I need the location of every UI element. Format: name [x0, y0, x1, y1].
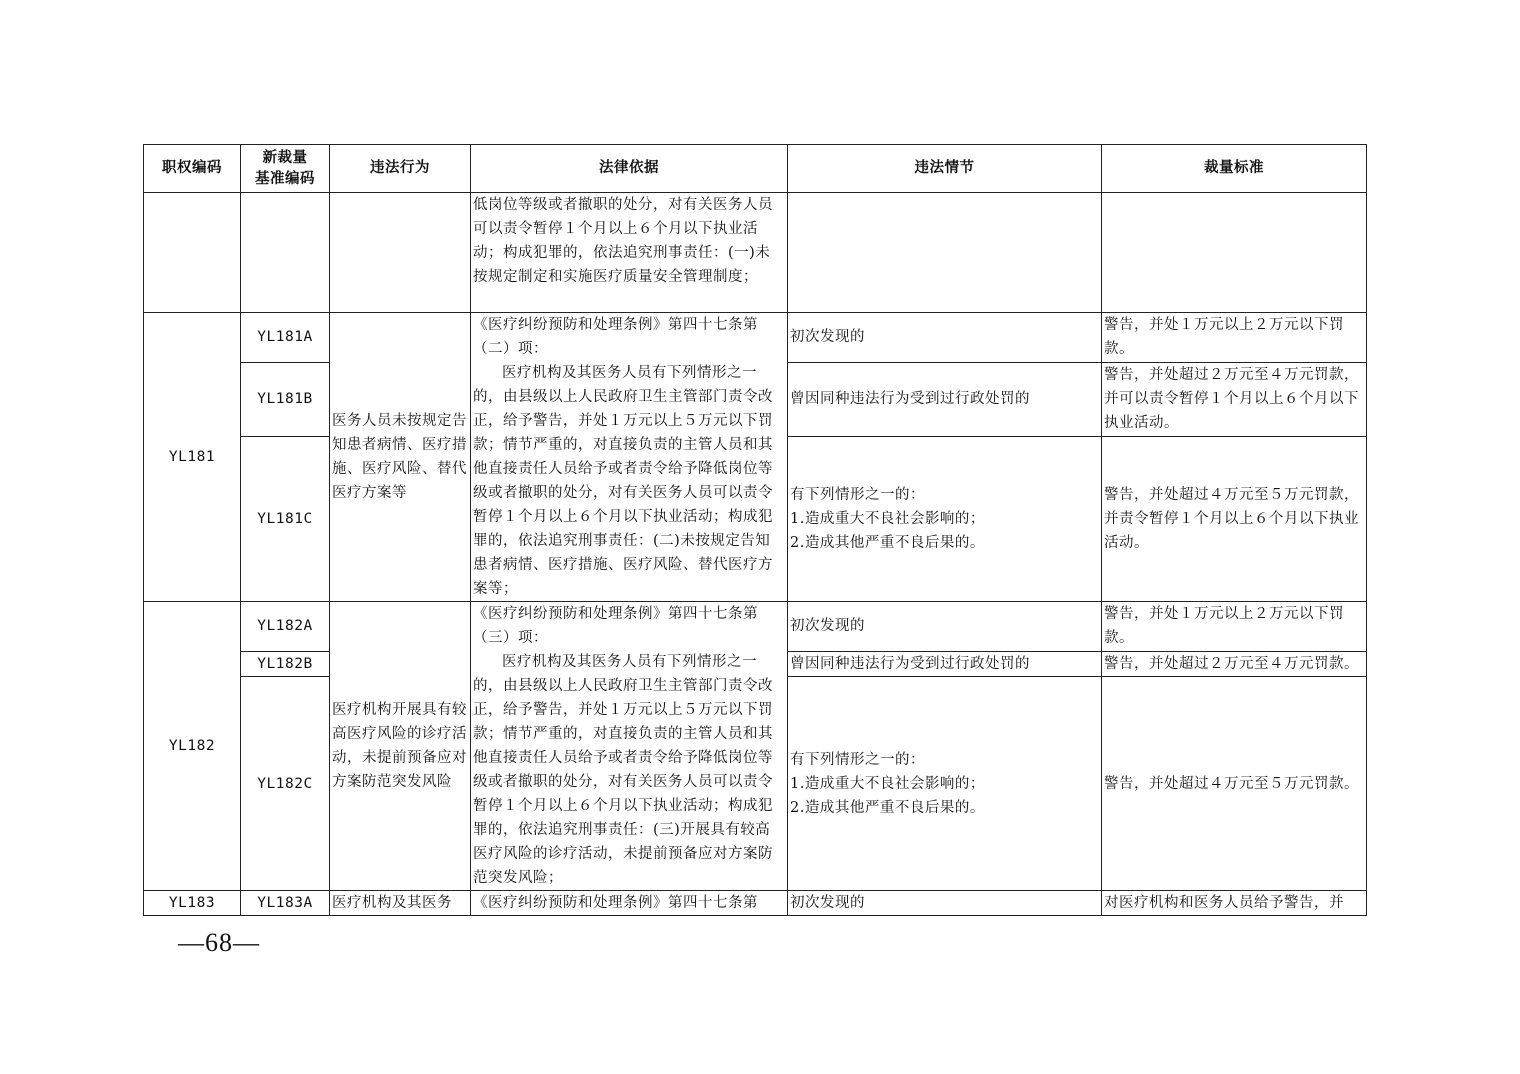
circumstance-cell: 初次发现的	[788, 891, 1102, 916]
new-code-cell: YL181A	[241, 313, 330, 363]
circumstance-cell: 曾因同种违法行为受到过行政处罚的	[788, 362, 1102, 436]
new-code-cell: YL182C	[241, 677, 330, 891]
circumstance-line: 1.造成重大不良社会影响的；	[790, 775, 985, 792]
standard-cell: 警告，并处超过４万元至５万元罚款。	[1102, 677, 1367, 891]
cell-empty	[330, 193, 471, 313]
circumstance-cell: 初次发现的	[788, 602, 1102, 652]
legal-basis-cell	[471, 313, 788, 602]
circumstance-cell	[788, 677, 1102, 891]
new-code-cell: YL182B	[241, 651, 330, 676]
header-legal-basis: 法律依据	[471, 145, 788, 193]
circumstance-line: 1.造成重大不良社会影响的；	[790, 510, 985, 527]
table-row	[144, 193, 1367, 313]
violation-cell: 医务人员未按规定告知患者病情、医疗措施、医疗风险、替代医疗方案等	[330, 313, 471, 602]
legal-basis-cell	[471, 602, 788, 891]
power-code-cell: YL181	[144, 313, 241, 602]
standard-cell: 警告，并处１万元以上２万元以下罚款。	[1102, 602, 1367, 652]
discretion-standard-table	[143, 144, 1367, 916]
legal-basis-title: 《医疗纠纷预防和处理条例》第四十七条第（二）项：	[473, 317, 758, 357]
power-code-cell: YL183	[144, 891, 241, 916]
legal-basis-body: 医疗机构及其医务人员有下列情形之一的，由县级以上人民政府卫生主管部门责令改正，给予警告，并处１万元以上５万元以下罚款；情节严重的，对直接负责的主管人员和其他直接责任人员给予或者责令给予降低岗位等级或者撤职的处分，对有关医务人员可以责令暂停１个月以上６个月以下执业活动；构成犯罪的，依法追究刑事责任：(三)开展具有较高医疗风险的诊疗活动，未提前预备应对方案防范突发风险；	[473, 654, 773, 886]
legal-basis-title: 《医疗纠纷预防和处理条例》第四十七条第（三）项：	[473, 606, 758, 646]
header-new-code-line1: 新裁量	[262, 149, 308, 166]
circumstance-cell	[788, 436, 1102, 601]
header-new-code	[241, 145, 330, 193]
table-row	[144, 313, 1367, 363]
power-code-cell: YL182	[144, 602, 241, 891]
legal-basis-body: 医疗机构及其医务人员有下列情形之一的，由县级以上人民政府卫生主管部门责令改正，给予警告，并处１万元以上５万元以下罚款；情节严重的，对直接负责的主管人员和其他直接责任人员给予或者责令给予降低岗位等级或者撤职的处分，对有关医务人员可以责令暂停１个月以上６个月以下执业活动；构成犯罪的，依法追究刑事责任：(二)未按规定告知患者病情、医疗措施、医疗风险、替代医疗方案等；	[473, 365, 773, 597]
circumstance-cell: 初次发现的	[788, 313, 1102, 363]
circumstance-line: 有下列情形之一的：	[790, 486, 925, 503]
standard-cell: 警告，并处超过４万元至５万元罚款，并责令暂停１个月以上６个月以下执业活动。	[1102, 436, 1367, 601]
circumstance-line: 2.造成其他严重不良后果的。	[790, 534, 985, 551]
violation-cell: 医疗机构开展具有较高医疗风险的诊疗活动，未提前预备应对方案防范突发风险	[330, 602, 471, 891]
standard-cell: 对医疗机构和医务人员给予警告，并	[1102, 891, 1367, 916]
new-code-cell: YL182A	[241, 602, 330, 652]
header-new-code-line2: 基准编码	[255, 170, 315, 187]
cell-empty	[144, 193, 241, 313]
cell-empty	[1102, 193, 1367, 313]
new-code-cell: YL181C	[241, 436, 330, 601]
page-number: —68—	[178, 928, 260, 957]
table-row	[144, 602, 1367, 652]
header-row	[144, 145, 1367, 193]
header-standard: 裁量标准	[1102, 145, 1367, 193]
header-circumstance: 违法情节	[788, 145, 1102, 193]
legal-basis-continuation: 低岗位等级或者撤职的处分，对有关医务人员可以责令暂停１个月以上６个月以下执业活动；构成犯罪的，依法追究刑事责任：(一)未按规定制定和实施医疗质量安全管理制度；	[471, 193, 788, 313]
header-power-code: 职权编码	[144, 145, 241, 193]
standard-cell: 警告，并处超过２万元至４万元罚款，并可以责令暂停１个月以上６个月以下执业活动。	[1102, 362, 1367, 436]
table-row	[144, 891, 1367, 916]
new-code-cell: YL181B	[241, 362, 330, 436]
new-code-cell: YL183A	[241, 891, 330, 916]
standard-cell: 警告，并处１万元以上２万元以下罚款。	[1102, 313, 1367, 363]
cell-empty	[788, 193, 1102, 313]
cell-empty	[241, 193, 330, 313]
header-violation: 违法行为	[330, 145, 471, 193]
violation-cell: 医疗机构及其医务	[330, 891, 471, 916]
circumstance-line: 2.造成其他严重不良后果的。	[790, 799, 985, 816]
legal-basis-cell: 《医疗纠纷预防和处理条例》第四十七条第	[471, 891, 788, 916]
circumstance-line: 有下列情形之一的：	[790, 751, 925, 768]
circumstance-cell: 曾因同种违法行为受到过行政处罚的	[788, 651, 1102, 676]
standard-cell: 警告，并处超过２万元至４万元罚款。	[1102, 651, 1367, 676]
